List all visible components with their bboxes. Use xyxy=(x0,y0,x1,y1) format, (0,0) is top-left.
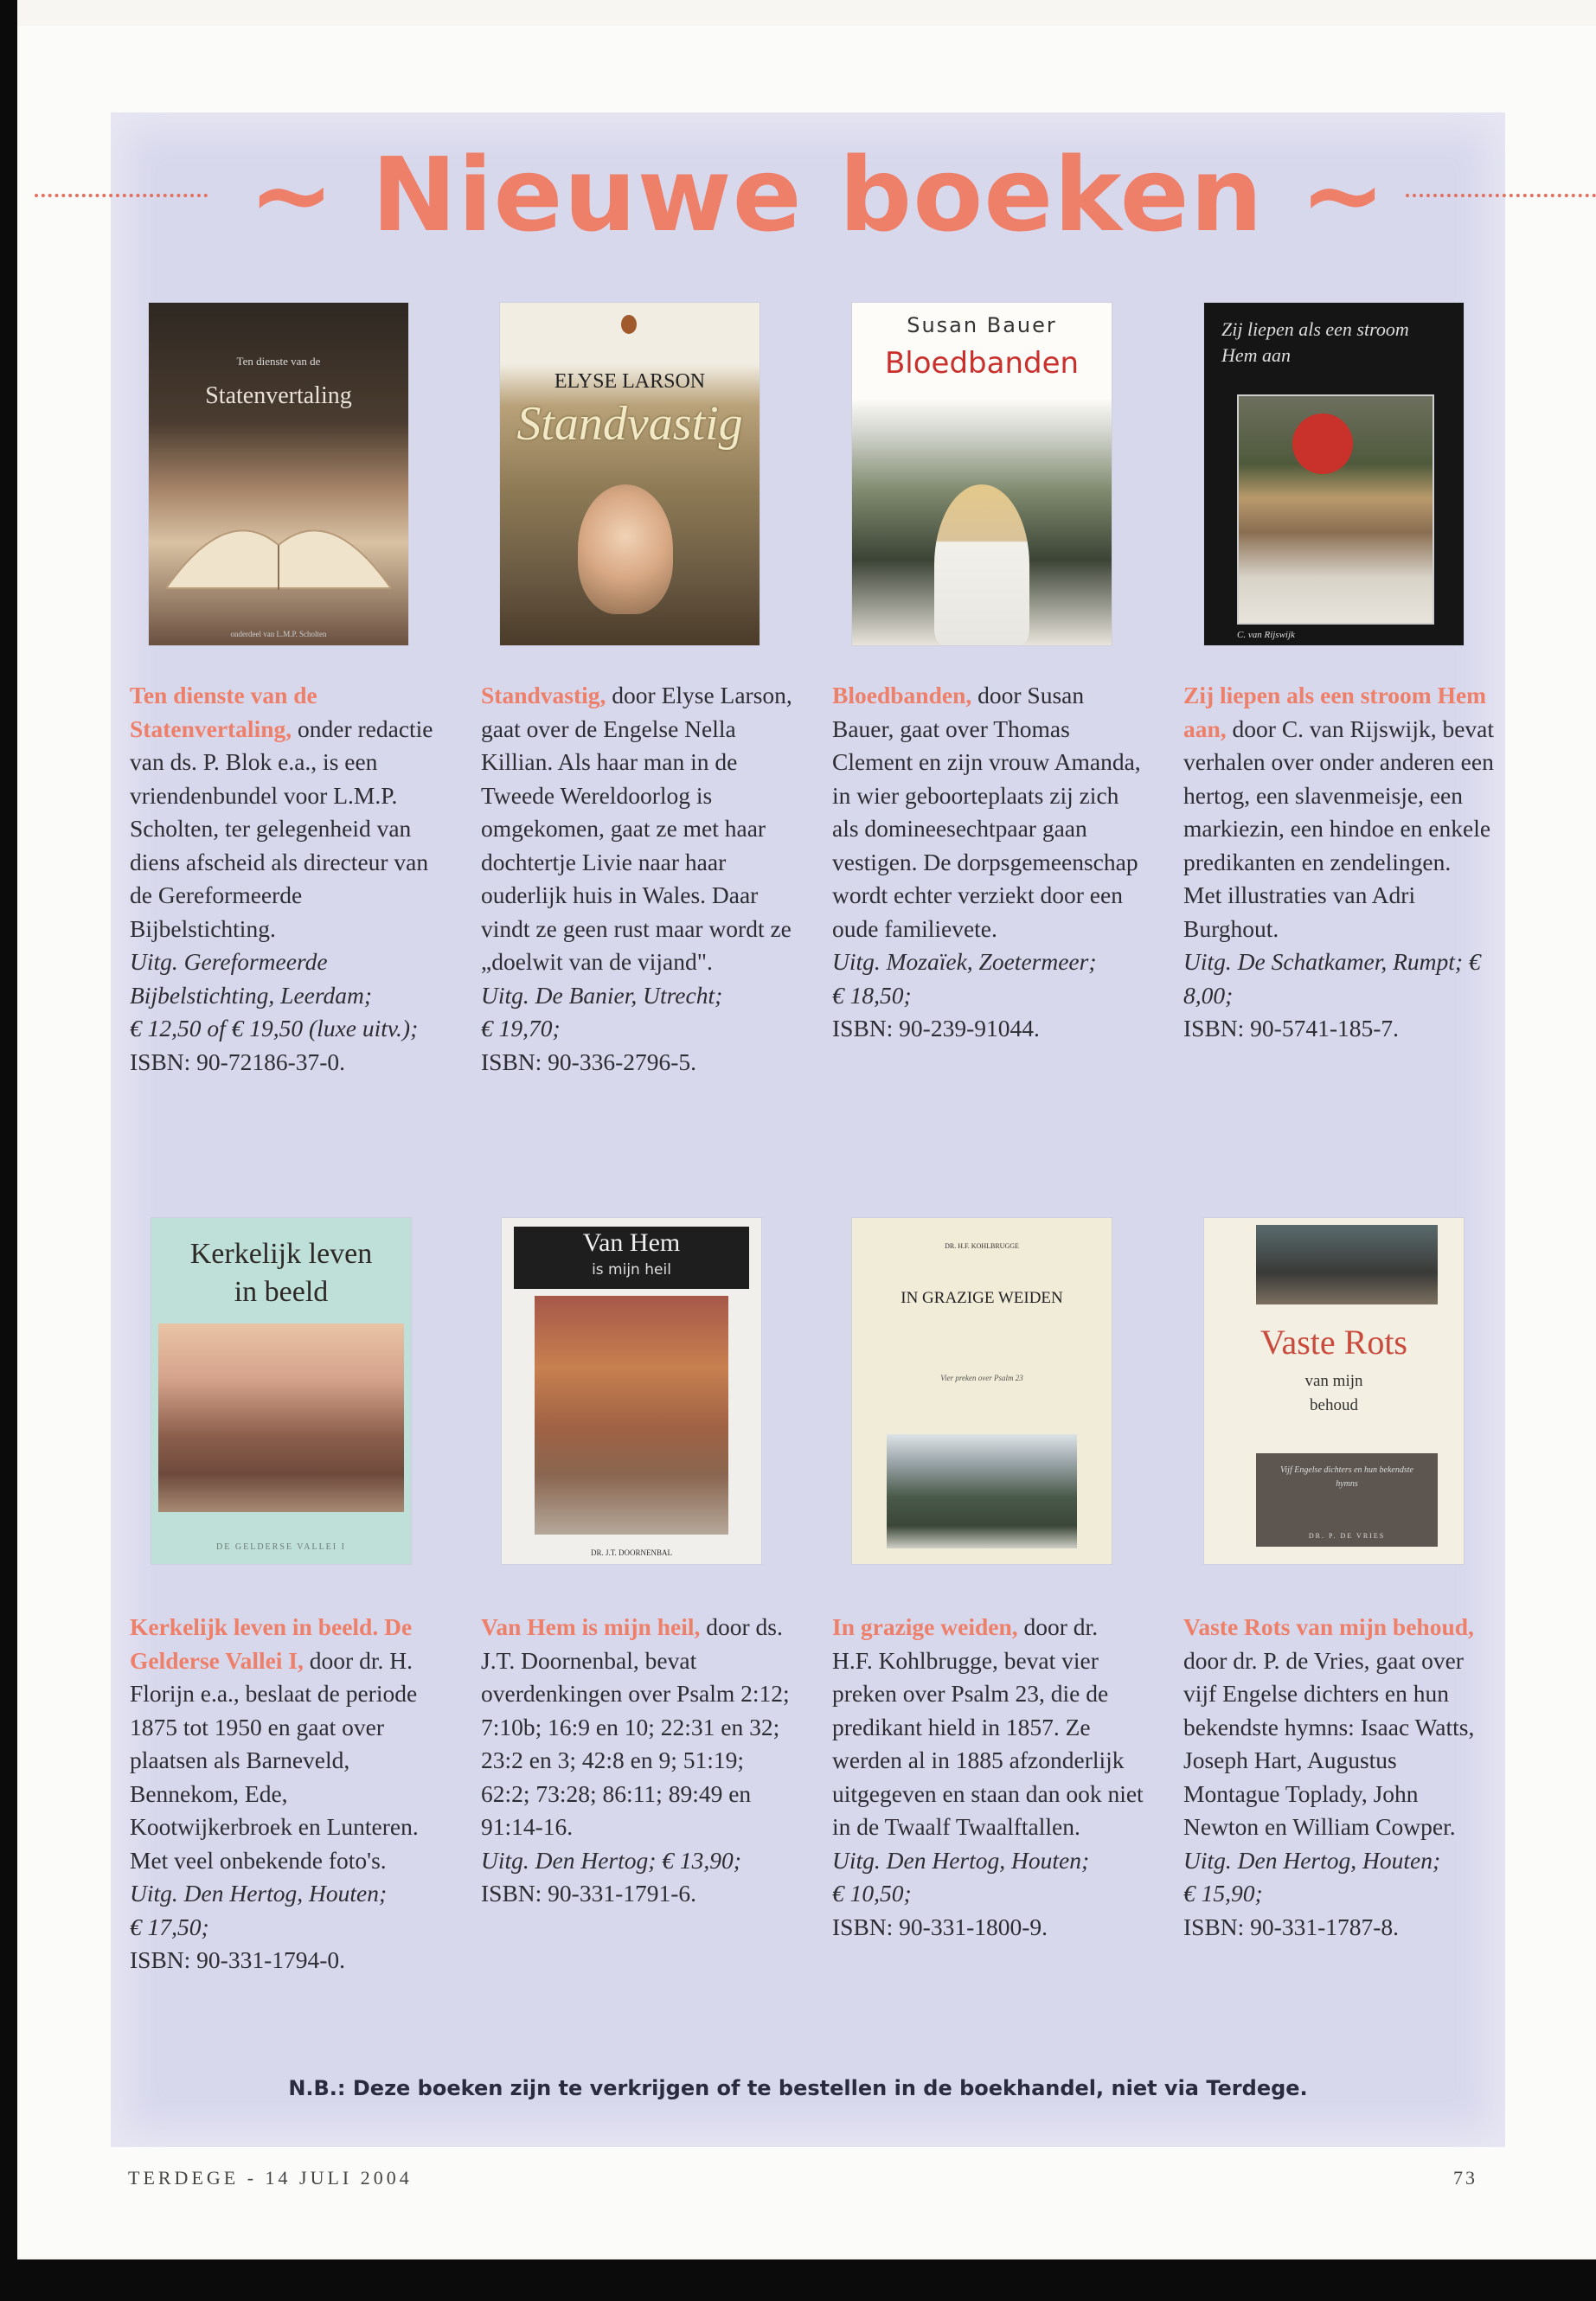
book-price: € 12,50 of € 19,50 (luxe uitv.); xyxy=(130,1015,419,1042)
cover-figure xyxy=(934,484,1029,645)
book-isbn: ISBN: 90-331-1794-0. xyxy=(130,1946,346,1973)
open-bible-icon xyxy=(166,493,391,597)
book-cover-grazige-weiden[interactable] xyxy=(852,1218,1112,1564)
page-number: 73 xyxy=(1453,2167,1477,2189)
cover-sub-text: van mijn behoud xyxy=(1304,1372,1363,1414)
cover-top-text: DR. H.F. KOHLBRUGGE xyxy=(945,1242,1019,1250)
cover-main-text: Kerkelijk leven in beeld xyxy=(189,1238,373,1308)
cover-photo xyxy=(887,1434,1077,1548)
page-title: ~ Nieuwe boeken ~ xyxy=(248,135,1387,254)
book-description: door Elyse Larson, gaat over de Engelse Nella Killian. Als haar man in de Tweede Wereldoorlog is omgekomen, gaat ze met haar dochtertje Livie naar haar ouderlijk huis in Wales. Daar vindt ze geen rust maar wordt ze „doelwit van de vijand". xyxy=(481,682,792,975)
book-title[interactable]: Kerkelijk leven in beeld. De Gelderse Vallei I, xyxy=(130,1613,413,1674)
book-title[interactable]: Van Hem is mijn heil, xyxy=(481,1613,701,1640)
cover-main-text: Standvastig xyxy=(516,397,743,451)
header xyxy=(0,130,1596,268)
book-description: onder redactie van ds. P. Blok e.a., is een vriendenbundel voor L.M.P. Scholten, ter gelegenheid van diens afscheid als directeur van de Gereformeerde Bijbelstichting. xyxy=(130,715,433,942)
footnote: N.B.: Deze boeken zijn te verkrijgen of te bestellen in de boekhandel, niet via Terdege. xyxy=(288,2076,1308,2100)
cover-main-text: Statenvertaling xyxy=(205,382,352,409)
book-publisher: Uitg. Den Hertog, Houten; xyxy=(832,1846,1090,1874)
book-isbn: ISBN: 90-331-1787-8. xyxy=(1183,1913,1400,1940)
book-title[interactable]: Zij liepen als een stroom Hem aan, xyxy=(1183,682,1487,742)
book-description: door ds. J.T. Doornenbal, bevat overdenkingen over Psalm 2:12; 7:10b; 16:9 en 10; 22:31 en 32; 23:2 en 3; 42:8 en 9; 51:19; 62:2; 73:28; 86:11; 89:49 en 91:14-16. xyxy=(481,1613,790,1840)
cover-bottom-text: onderdeel van L.M.P. Scholten xyxy=(230,630,327,638)
book-isbn: ISBN: 90-5741-185-7. xyxy=(1183,1015,1400,1042)
book-price: € 18,50; xyxy=(832,981,912,1009)
book-price: € 15,90; xyxy=(1183,1880,1263,1907)
scan-edge-left xyxy=(0,0,17,2301)
cover-photo xyxy=(1256,1225,1438,1304)
book-publisher: Uitg. De Banier, Utrecht; xyxy=(481,981,723,1009)
book-publisher: Uitg. Den Hertog, Houten; xyxy=(130,1880,388,1907)
book-description: door Susan Bauer, gaat over Thomas Clement en zijn vrouw Amanda, in wier geboorteplaats zij zich als domineesechtpaar gaan vestigen. De dorpsgemeenschap wordt echter verziekt door een oude familievete. xyxy=(832,682,1141,942)
cover-bottom-text: C. van Rijswijk xyxy=(1237,630,1295,640)
cover-author: Susan Bauer xyxy=(907,313,1057,337)
book-isbn: ISBN: 90-331-1800-9. xyxy=(832,1913,1048,1940)
cover-main-text: Bloedbanden xyxy=(884,346,1080,381)
cover-main-text: IN GRAZIGE WEIDEN xyxy=(901,1289,1063,1307)
book-cover-statenvertaling[interactable] xyxy=(149,303,408,645)
book-isbn: ISBN: 90-336-2796-5. xyxy=(481,1048,697,1075)
book-isbn: ISBN: 90-239-91044. xyxy=(832,1015,1040,1042)
cover-top-text: Ten dienste van de xyxy=(236,355,321,368)
book-title[interactable]: Bloedbanden, xyxy=(832,682,972,708)
book-publisher: Uitg. Gereformeerde Bijbelstichting, Leerdam; xyxy=(130,948,373,1009)
book-entry-5 xyxy=(130,1611,441,1977)
book-description: door dr. P. de Vries, gaat over vijf Engelse dichters en hun bekendste hymns: Isaac Watts, Joseph Hart, Augustus Montague Toplady, John Newton en William Cowper. xyxy=(1183,1646,1475,1840)
cover-bottom-text: DR. P. DE VRIES xyxy=(1308,1532,1386,1540)
cover-main-text: Van Hem xyxy=(582,1228,681,1257)
book-entry-2 xyxy=(481,679,792,1079)
cover-sub-text: is mijn heil xyxy=(592,1261,671,1279)
publisher-logo-icon xyxy=(621,315,637,334)
book-publisher: Uitg. Mozaïek, Zoetermeer; xyxy=(832,948,1097,975)
book-isbn: ISBN: 90-72186-37-0. xyxy=(130,1048,346,1075)
cover-title-block xyxy=(514,1227,749,1289)
book-price: € 17,50; xyxy=(130,1913,209,1940)
dotted-rule-right xyxy=(1406,194,1596,197)
book-entry-7 xyxy=(832,1611,1144,1944)
book-entry-1 xyxy=(130,679,441,1079)
cover-main-text: Zij liepen als een stroom Hem aan xyxy=(1221,318,1409,366)
book-entry-4 xyxy=(1183,679,1495,1046)
scan-edge-bottom xyxy=(0,2259,1596,2301)
book-isbn: ISBN: 90-331-1791-6. xyxy=(481,1880,697,1907)
dotted-rule-left xyxy=(35,194,208,197)
book-entry-3 xyxy=(832,679,1144,1046)
cover-main-text: Vaste Rots xyxy=(1260,1323,1407,1362)
cover-sub-text: Vier preken over Psalm 23 xyxy=(940,1374,1023,1382)
cover-bottom-text: DE GELDERSE VALLEI I xyxy=(216,1542,346,1552)
book-entry-8 xyxy=(1183,1611,1495,1944)
turban-figure xyxy=(1292,413,1353,474)
cover-author: ELYSE LARSON xyxy=(554,370,706,393)
cover-box-text: Vijf Engelse dichters en hun bekendste hymns xyxy=(1280,1465,1413,1489)
cover-illustration xyxy=(1237,394,1434,625)
book-cover-vaste-rots[interactable] xyxy=(1204,1218,1464,1564)
book-cover-kerkelijk-leven[interactable] xyxy=(151,1218,411,1564)
book-publisher: Uitg. Den Hertog, Houten; xyxy=(1183,1846,1441,1874)
book-title[interactable]: Standvastig, xyxy=(481,682,606,708)
book-cover-bloedbanden[interactable] xyxy=(852,303,1112,645)
book-price: € 19,70; xyxy=(481,1015,561,1042)
book-publisher: Uitg. Den Hertog; € 13,90; xyxy=(481,1846,741,1874)
book-cover-standvastig[interactable] xyxy=(500,303,760,645)
book-description: door C. van Rijswijk, bevat verhalen over onder anderen een hertog, een slavenmeisje, een markiezin, een hindoe en enkele predikanten en zendelingen. Met illustraties van Adri Burghout. xyxy=(1183,715,1495,942)
book-description: door dr. H. Florijn e.a., beslaat de periode 1875 tot 1950 en gaat over plaatsen als Barneveld, Bennekom, Ede, Kootwijkerbroek en Lunteren. Met veel onbekende foto's. xyxy=(130,1646,419,1874)
book-cover-van-hem[interactable] xyxy=(502,1218,761,1564)
cover-photo xyxy=(158,1324,404,1512)
footer-publication: TERDEGE - 14 JULI 2004 xyxy=(128,2167,413,2189)
cover-bottom-text: DR. J.T. DOORNENBAL xyxy=(590,1548,673,1557)
book-entry-6 xyxy=(481,1611,792,1911)
book-title[interactable]: In grazige weiden, xyxy=(832,1613,1018,1640)
book-title[interactable]: Ten dienste van de Statenvertaling, xyxy=(130,682,317,742)
book-publisher: Uitg. De Schatkamer, Rumpt; € 8,00; xyxy=(1183,948,1481,1009)
book-description: door dr. H.F. Kohlbrugge, bevat vier preken over Psalm 23, die de predikant hield in 1857. Ze werden al in 1885 afzonderlijk uitgegeven en staan dan ook niet in de Twaalf Twaalftallen. xyxy=(832,1613,1144,1840)
cover-photo xyxy=(535,1296,728,1535)
cover-title-block xyxy=(1256,1453,1438,1547)
cover-portrait xyxy=(578,484,673,614)
book-price: € 10,50; xyxy=(832,1880,912,1907)
book-cover-zij-liepen[interactable] xyxy=(1204,303,1464,645)
book-title[interactable]: Vaste Rots van mijn behoud, xyxy=(1183,1613,1474,1640)
